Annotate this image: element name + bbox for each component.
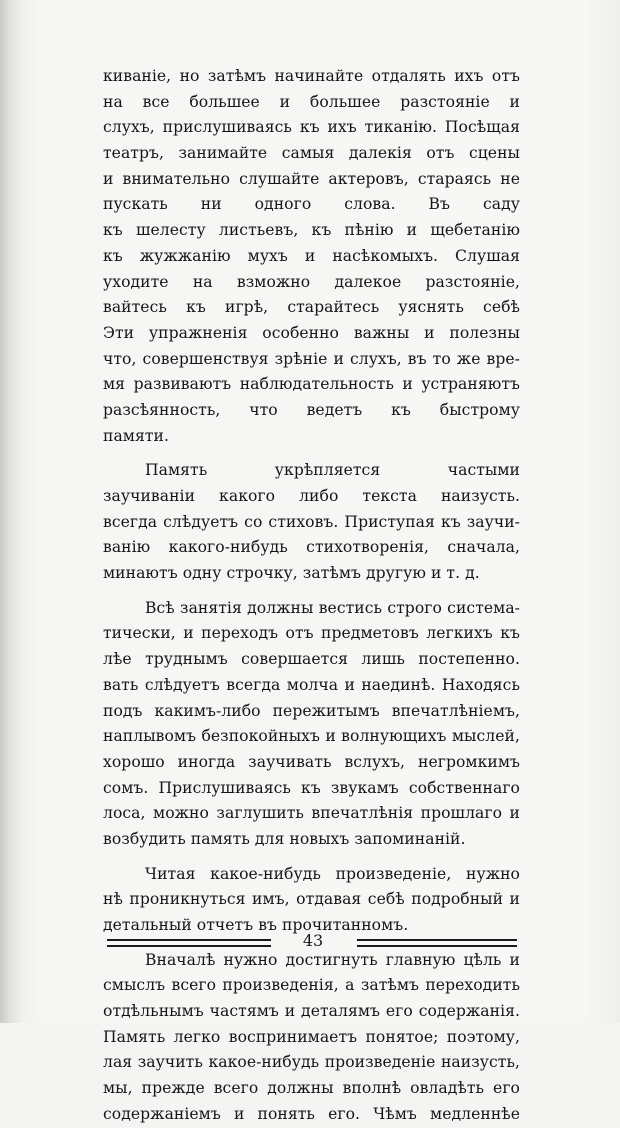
text-line: подъ какимъ-либо пережитымъ впечатлѣніемъ,	[103, 701, 520, 720]
text-line: Вначалѣ нужно достигнуть главную цѣль и	[145, 950, 520, 969]
text-line: возбудить память для новыхъ запоминаній.	[103, 829, 466, 848]
text-line: сомъ. Прислушиваясь къ звукамъ собственнаго	[103, 778, 520, 797]
text-line: на все большее и большее разстояніе и	[103, 92, 520, 111]
text-line: всегда слѣдуетъ со стиховъ. Приступая къ заучи-	[103, 512, 520, 531]
page-footer	[107, 929, 517, 959]
text-line: ванію какого-нибудь стихотворенія, сначала,	[103, 538, 520, 557]
text-line: лоса, можно заглушить впечатлѣнія прошлаго и	[103, 804, 520, 823]
paragraph-4	[103, 862, 520, 939]
text-line: содержаніемъ и понять его. Чѣмъ медленнѣе	[103, 1104, 520, 1123]
paragraph-2	[103, 458, 520, 586]
text-line: вать слѣдуетъ всегда молча и наединѣ. Находясь	[103, 675, 520, 694]
text-line: памяти.	[103, 426, 169, 445]
text-line: нѣ проникнуться имъ, отдавая себѣ подробный и	[103, 890, 520, 909]
text-line: киваніе, но затѣмъ начинайте отдалять ихъ отъ	[103, 67, 520, 85]
footer-rule-right	[357, 939, 517, 948]
text-line: къ шелесту листьевъ, къ пѣнію и щебетанію	[103, 221, 520, 240]
body-text	[103, 64, 520, 1128]
paragraph-3	[103, 596, 520, 853]
text-line: наплывомъ безпокойныхъ и волнующихъ мыслей,	[103, 727, 520, 746]
text-line: мя развиваютъ наблюдательность и устраняютъ	[103, 375, 520, 394]
text-line: минаютъ одну строчку, затѣмъ другую и т. д.	[103, 564, 480, 583]
text-line: лѣе труднымъ совершается лишь постепенно.	[103, 650, 520, 669]
text-line: детальный отчетъ въ прочитанномъ.	[103, 916, 409, 934]
footer-rule-left	[107, 939, 271, 948]
text-line: разсѣянность, что ведетъ къ быстрому	[103, 400, 520, 419]
text-line: Читая какое-нибудь произведеніе, нужно	[145, 864, 520, 883]
text-line: Эти упражненія особенно важны и полезны	[103, 323, 520, 342]
text-line: уходите на взможно далекое разстояніе,	[103, 272, 520, 291]
page-binding-shadow	[0, 0, 22, 1023]
text-line: мы, прежде всего должны вполнѣ овладѣть его	[103, 1079, 520, 1098]
paragraph-1	[103, 64, 520, 449]
text-line: отдѣльнымъ частямъ и деталямъ его содержанія.	[103, 1002, 520, 1021]
text-line: хорошо иногда заучивать вслухъ, негромкимъ	[103, 752, 520, 771]
text-line: слухъ, прислушиваясь къ ихъ тиканію. Посѣщая	[103, 118, 520, 137]
paragraph-5	[103, 948, 520, 1128]
text-line: къ жужжанію мухъ и насѣкомыхъ. Слушая	[103, 246, 520, 265]
text-line: пускать ни одного слова. Въ саду	[103, 195, 520, 214]
text-line: Память укрѣпляется частыми	[145, 461, 520, 480]
page-number: 43	[302, 931, 324, 950]
text-line: Память легко воспринимаетъ понятое; поэтому,	[103, 1027, 520, 1046]
text-line: вайтесь къ игрѣ, старайтесь уяснять себѣ	[103, 298, 520, 317]
text-line: театръ, занимайте самыя далекія отъ сцены	[103, 144, 520, 163]
text-line: смыслъ всего произведенія, а затѣмъ переходить	[103, 976, 520, 995]
text-line: что, совершенствуя зрѣніе и слухъ, въ то же вре-	[103, 349, 520, 368]
text-line: тически, и переходъ отъ предметовъ легкихъ къ	[103, 624, 520, 643]
text-line: заучиваніи какого либо текста наизусть.	[103, 487, 520, 505]
text-line: и внимательно слушайте актеровъ, стараясь не	[103, 169, 520, 188]
text-line: лая заучить какое-нибудь произведеніе наизусть,	[103, 1053, 520, 1072]
text-line: Всѣ занятія должны вестись строго система-	[145, 598, 520, 617]
